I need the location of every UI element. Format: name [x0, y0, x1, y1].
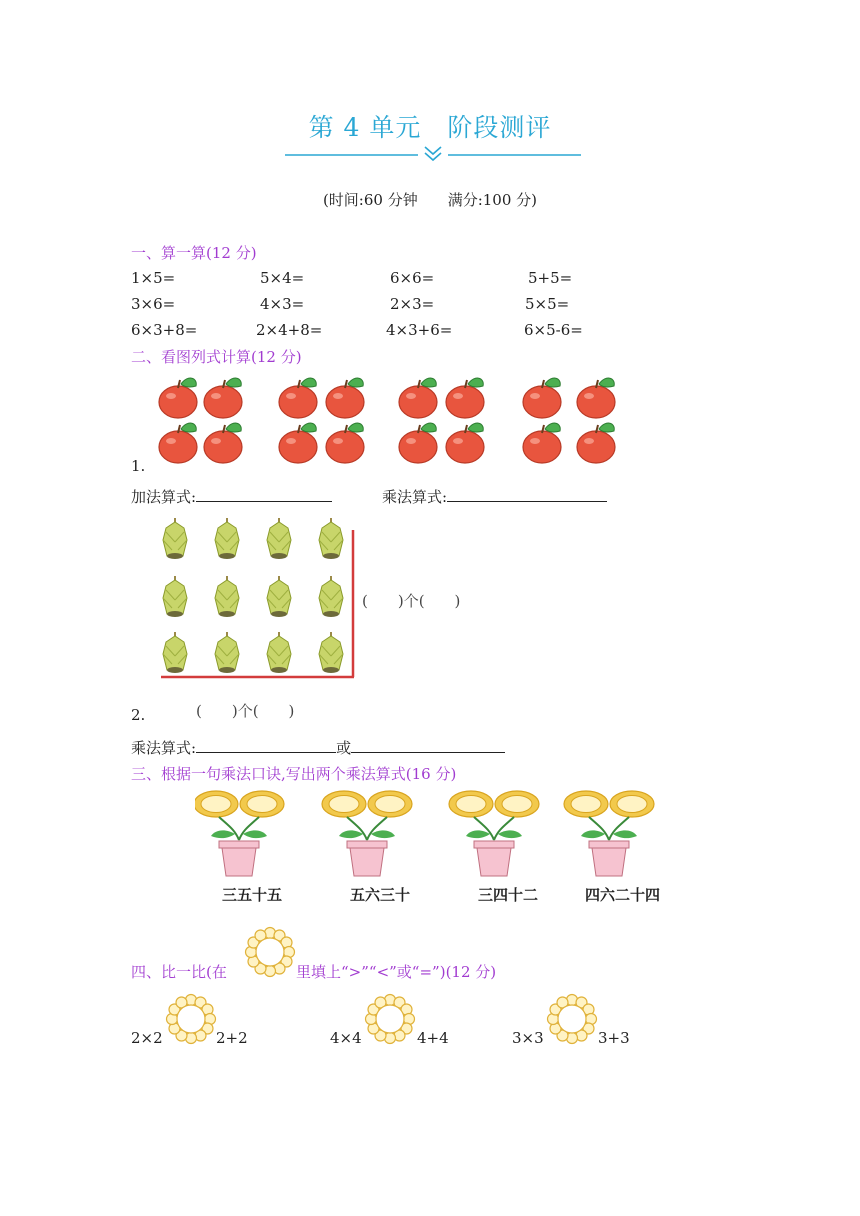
page-title: 第 4 单元 阶段测评 — [308, 113, 552, 142]
multiplication-answer-blank[interactable] — [196, 738, 336, 753]
question-number: 2. — [131, 706, 146, 724]
multiplication-label: 乘法算式: — [382, 488, 448, 506]
exam-info: (时间:60 分钟 满分:100 分) — [322, 191, 538, 209]
rows-count-blank[interactable]: ( )个( ) — [362, 592, 461, 610]
compare-right: 2+2 — [216, 1029, 248, 1047]
section4-heading-suffix: 里填上“>”“<”或“=”)(12 分) — [296, 963, 497, 981]
calc-item: 6×6= — [390, 269, 435, 287]
multiplication-answer-blank-alt[interactable] — [351, 738, 505, 753]
calc-item: 3×6= — [131, 295, 176, 313]
calc-item: 4×3+6= — [386, 321, 453, 339]
section3-heading: 三、根据一句乘法口诀,写出两个乘法算式(16 分) — [131, 765, 457, 783]
calc-item: 6×5-6= — [524, 321, 583, 339]
title-divider — [285, 144, 581, 166]
compare-ring-flower-icon[interactable] — [164, 992, 218, 1046]
section1-heading: 一、算一算(12 分) — [131, 244, 257, 262]
multiplication-answer-blank[interactable] — [447, 487, 607, 502]
compare-right: 4+4 — [417, 1029, 449, 1047]
calc-item: 1×5= — [131, 269, 176, 287]
compare-left: 3×3 — [512, 1029, 544, 1047]
compare-ring-flower-icon[interactable] — [545, 992, 599, 1046]
addition-answer-blank[interactable] — [196, 487, 332, 502]
flower-pots-image — [195, 786, 675, 882]
question-number: 1. — [131, 457, 146, 475]
calc-item: 2×3= — [390, 295, 435, 313]
calc-item: 5×4= — [260, 269, 305, 287]
corn-grid-image — [155, 512, 360, 690]
multiplication-row-2 — [131, 737, 505, 758]
compare-right: 3+3 — [598, 1029, 630, 1047]
compare-ring-flower-icon[interactable] — [363, 992, 417, 1046]
addition-label: 加法算式: — [131, 488, 197, 506]
section4-heading-prefix: 四、比一比(在 — [131, 963, 227, 981]
pot-label: 三四十二 — [478, 886, 539, 904]
ring-flower-icon — [243, 925, 297, 979]
or-label: 或 — [336, 739, 352, 757]
pot-label: 四六二十四 — [585, 886, 661, 904]
addition-row — [131, 486, 332, 507]
compare-left: 2×2 — [131, 1029, 163, 1047]
pot-label: 三五十五 — [222, 886, 283, 904]
calc-item: 6×3+8= — [131, 321, 198, 339]
multiplication-label: 乘法算式: — [131, 739, 197, 757]
section2-heading: 二、看图列式计算(12 分) — [131, 348, 302, 366]
apple-groups-image — [150, 370, 630, 470]
calc-item: 5+5= — [528, 269, 573, 287]
calc-item: 4×3= — [260, 295, 305, 313]
pot-label: 五六三十 — [350, 886, 411, 904]
compare-left: 4×4 — [330, 1029, 362, 1047]
columns-count-blank[interactable]: ( )个( ) — [196, 702, 295, 720]
multiplication-row — [382, 486, 607, 507]
calc-item: 5×5= — [525, 295, 570, 313]
calc-item: 2×4+8= — [256, 321, 323, 339]
